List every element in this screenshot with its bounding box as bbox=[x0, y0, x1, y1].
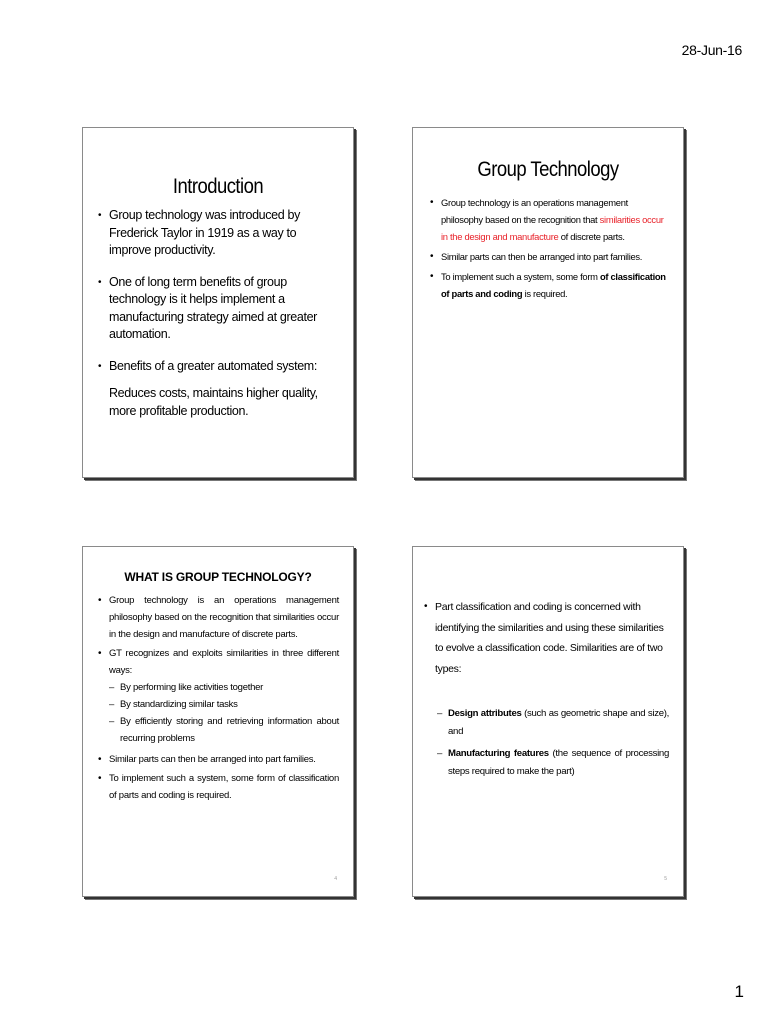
bullet-item: • Part classification and coding is concerned with identifying the similarities and using these similarities to evolve a classification code. Similarities are of two types: bbox=[435, 597, 669, 679]
dash-text: (the sequence of processing steps required to make the part) bbox=[448, 748, 669, 777]
bullet-text: Group technology is an operations management philosophy based on the recognition that bbox=[441, 197, 628, 225]
dash-item bbox=[437, 745, 669, 781]
page-date: 28-Jun-16 bbox=[681, 42, 742, 58]
dash-list bbox=[437, 705, 669, 781]
bullet-item: • Benefits of a greater automated system: bbox=[109, 358, 339, 376]
dash-list bbox=[109, 679, 339, 747]
bullet-item: • Similar parts can then be arranged into part families. bbox=[109, 751, 339, 768]
bullet-item bbox=[441, 268, 669, 302]
bold-text: Manufacturing features bbox=[448, 748, 549, 759]
bullet-item: • One of long term benefits of group technology is it helps implement a manufacturing strategy aimed at greater automation. bbox=[109, 274, 339, 344]
bullet-text: is required. bbox=[522, 288, 568, 299]
slide-title: Introduction bbox=[172, 175, 264, 198]
bold-text: of classification of parts and coding bbox=[441, 271, 666, 299]
bullet-item: • Group technology is an operations management philosophy based on the recognition that similarities occur in the design and manufacture of discrete parts. bbox=[109, 592, 339, 643]
bullet-item bbox=[109, 645, 339, 747]
slide-number: 4 bbox=[334, 876, 337, 882]
bullet-list bbox=[109, 207, 339, 375]
slide-classification bbox=[412, 546, 684, 897]
bold-text: Design attributes bbox=[448, 708, 522, 719]
bullet-item: • Similar parts can then be arranged into part families. bbox=[441, 248, 669, 265]
bullet-list bbox=[109, 592, 339, 804]
bullet-item bbox=[441, 194, 669, 245]
slide-group-technology bbox=[412, 127, 684, 478]
dash-item: – By efficiently storing and retrieving information about recurring problems bbox=[109, 713, 339, 747]
slide-introduction bbox=[82, 127, 354, 478]
dash-item: – By performing like activities together bbox=[109, 679, 339, 696]
highlight-text: similarities occur in the design and manufacture bbox=[441, 214, 664, 242]
bullet-text: of discrete parts. bbox=[558, 231, 625, 242]
slide-number: 5 bbox=[664, 876, 667, 882]
slide-what-is-gt bbox=[82, 546, 354, 897]
dash-text: (such as geometric shape and size), and bbox=[448, 708, 669, 737]
page-number: 1 bbox=[734, 982, 744, 1001]
sub-text: Reduces costs, maintains higher quality, more profitable production. bbox=[109, 386, 318, 418]
slide-title: WHAT IS GROUP TECHNOLOGY? bbox=[124, 570, 312, 584]
bullet-list bbox=[435, 597, 669, 679]
dash-item: – By standardizing similar tasks bbox=[109, 696, 339, 713]
bullet-list bbox=[441, 194, 669, 302]
bullet-item: • Group technology was introduced by Frederick Taylor in 1919 as a way to improve productivity. bbox=[109, 207, 339, 260]
bullet-text: GT recognizes and exploits similarities in three different ways: bbox=[109, 648, 339, 676]
bullet-item: • To implement such a system, some form of classification of parts and coding is required. bbox=[109, 770, 339, 804]
dash-item bbox=[437, 705, 669, 741]
slide-title: Group Technology bbox=[477, 158, 619, 181]
bullet-text: To implement such a system, some form bbox=[441, 271, 600, 282]
